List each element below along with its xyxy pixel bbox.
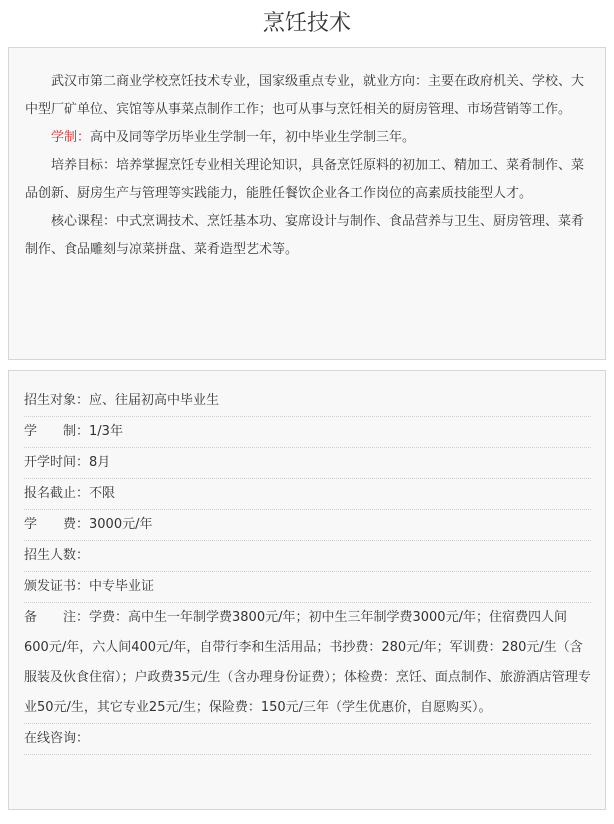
program-intro-panel — [8, 47, 606, 360]
page-title: 烹饪技术 — [262, 11, 351, 36]
info-row-deadline: 报名截止：不限 — [24, 479, 591, 510]
info-row-duration: 学 制：1/3年 — [24, 417, 591, 448]
intro-paragraph-goals: 培养目标：培养掌握烹饪专业相关理论知识，具备烹饪原料的初加工、精加工、菜肴制作、菜品创新、厨房生产与管理等实践能力，能胜任餐饮企业各工作岗位的高素质技能型人才。 — [25, 158, 585, 201]
intro-paragraph-courses: 核心课程：中式烹调技术、烹饪基本功、宴席设计与制作、食品营养与卫生、厨房管理、菜肴制作、食品雕刻与凉菜拼盘、菜肴造型艺术等。 — [25, 214, 585, 257]
info-row-target: 招生对象：应、往届初高中毕业生 — [24, 386, 591, 417]
info-row-quota: 招生人数： — [24, 541, 591, 572]
info-row-consult: 在线咨询： — [24, 724, 591, 755]
duration-label: 学制： — [51, 130, 91, 145]
info-row-certificate: 颁发证书：中专毕业证 — [24, 572, 591, 603]
enrollment-info-panel — [8, 370, 606, 810]
info-row-notes: 备 注：学费：高中生一年制学费3800元/年；初中生三年制学费3000元/年；住宿费四人间600元/年，六人间400元/年，自带行李和生活用品；书抄费：280元/年；军训费：280元/生（含服装及伙食住宿）；户政费35元/生（含办理身份证费）；体检费：烹饪、面点制作、旅游酒店管理专业50元/生，其它专业25元/生；保险费：150元/三年（学生优惠价，自愿购买）。 — [24, 603, 591, 724]
duration-text: 高中及同等学历毕业生学制一年，初中毕业生学制三年。 — [90, 130, 416, 145]
intro-paragraph-duration — [25, 124, 591, 152]
intro-paragraph-overview: 武汉市第二商业学校烹饪技术专业，国家级重点专业，就业方向：主要在政府机关、学校、大中型厂矿单位、宾馆等从事菜点制作工作；也可从事与烹饪相关的厨房管理、市场营销等工作。 — [25, 74, 585, 117]
info-row-tuition: 学 费：3000元/年 — [24, 510, 591, 541]
info-row-start: 开学时间：8月 — [24, 448, 591, 479]
